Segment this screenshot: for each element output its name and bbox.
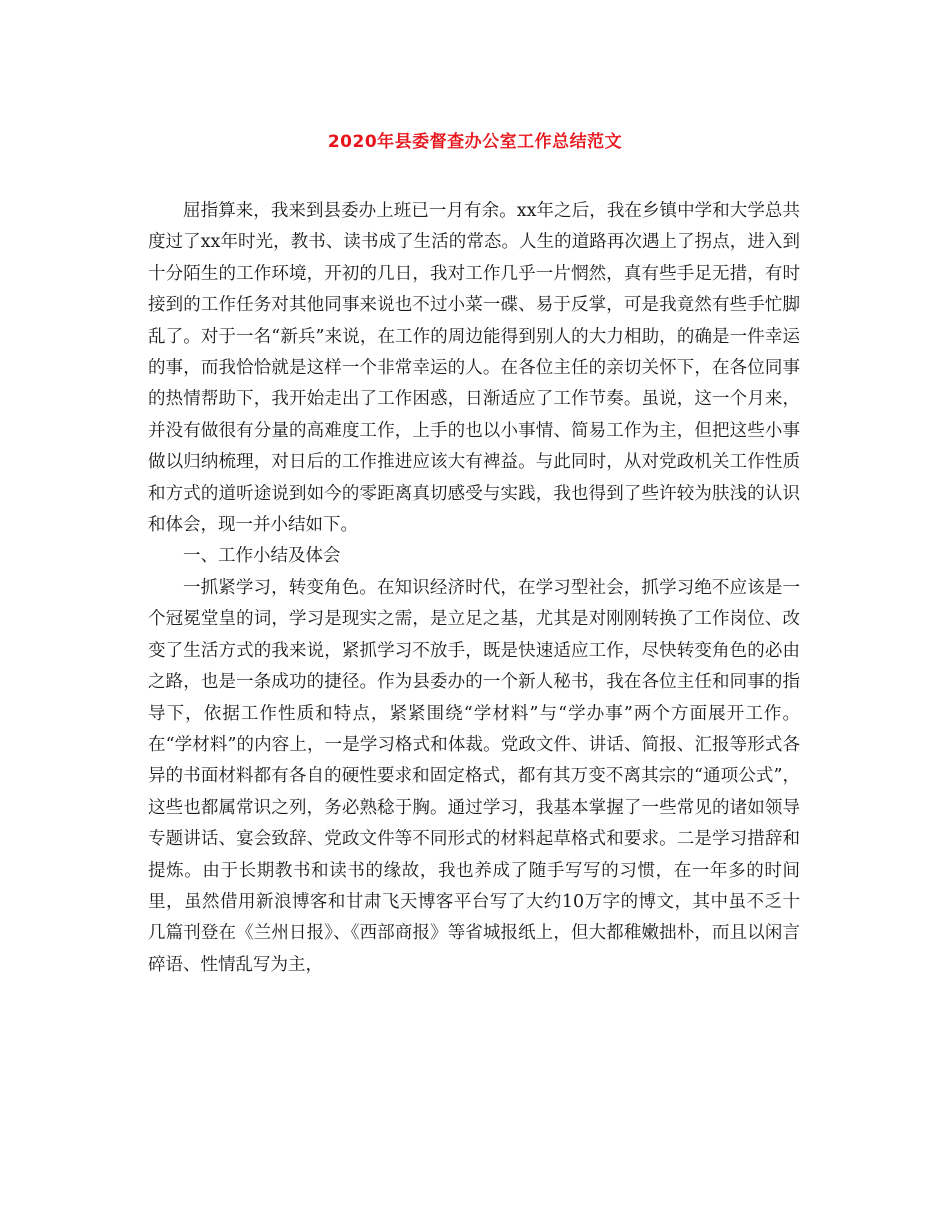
paragraph-intro: 屈指算来，我来到县委办上班已一月有余。xx年之后，我在乡镇中学和大学总共度过了xx年时光，教书、读书成了生活的常态。人生的道路再次遇上了拐点，进入到十分陌生的工作环境，开初的几日，我对工作几乎一片惘然，真有些手足无措，有时接到的工作任务对其他同事来说也不过小菜一碟、易于反掌，可是我竟然有些手忙脚乱了。对于一名“新兵”来说，在工作的周边能得到别人的大力相助，的确是一件幸运的事，而我恰恰就是这样一个非常幸运的人。在各位主任的亲切关怀下，在各位同事的热情帮助下，我开始走出了工作困惑，日渐适应了工作节奏。虽说，这一个月来，并没有做很有分量的高难度工作，上手的也以小事情、简易工作为主，但把这些小事做以归纳梳理，对日后的工作推进应该大有裨益。与此同时，从对党政机关工作性质和方式的道听途说到如今的零距离真切感受与实践，我也得到了些许较为肤浅的认识和体会，现一并小结如下。 xyxy=(148,201,800,536)
document-body xyxy=(148,196,800,981)
paragraph-study: 一抓紧学习，转变角色。在知识经济时代，在学习型社会，抓学习绝不应该是一个冠冕堂皇的词，学习是现实之需，是立足之基，尤其是对刚刚转换了工作岗位、改变了生活方式的我来说，紧抓学习不放手，既是快速适应工作，尽快转变角色的必由之路，也是一条成功的捷径。作为县委办的一个新人秘书，我在各位主任和同事的指导下，依据工作性质和特点，紧紧围绕“学材料”与“学办事”两个方面展开工作。在“学材料”的内容上，一是学习格式和体裁。党政文件、讲话、简报、汇报等形式各异的书面材料都有各自的硬性要求和固定格式，都有其万变不离其宗的“通项公式”，这些也都属常识之列，务必熟稔于胸。通过学习，我基本掌握了一些常见的诸如领导专题讲话、宴会致辞、党政文件等不同形式的材料起草格式和要求。二是学习措辞和提炼。由于长期教书和读书的缘故，我也养成了随手写写的习惯，在一年多的时间里，虽然借用新浪博客和甘肃飞天博客平台写了大约10万字的博文，其中虽不乏十几篇刊登在《兰州日报》、《西部商报》等省城报纸上，但大都稚嫩拙朴，而且以闲言碎语、性情乱写为主， xyxy=(148,577,800,975)
document-title: 2020年县委督查办公室工作总结范文 xyxy=(327,132,623,152)
section-heading: 一、工作小结及体会 xyxy=(183,546,341,567)
